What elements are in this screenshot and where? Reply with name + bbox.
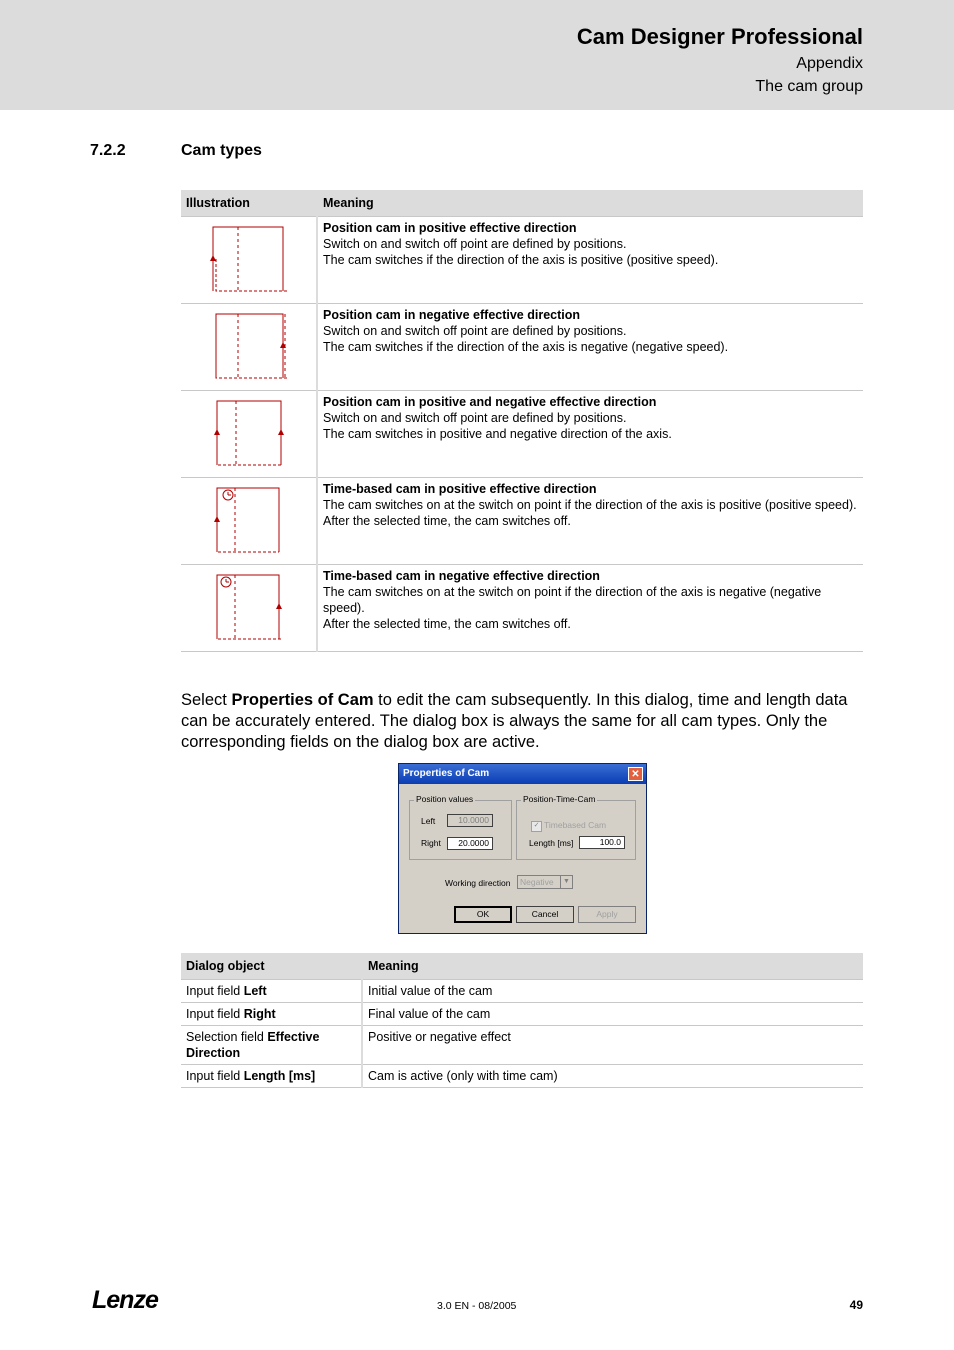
table-header-row [181,190,863,217]
document-version: 3.0 EN - 08/2005 [437,1300,517,1312]
left-label: Left [421,816,436,826]
meaning-cell: Final value of the cam [362,1003,863,1026]
lenze-logo: Lenze [92,1286,158,1314]
meaning-cell: Initial value of the cam [362,980,863,1003]
illustration-cell [181,304,317,391]
cam-type-description: Switch on and switch off point are defined by positions. [323,411,627,425]
working-direction-label: Working direction [445,878,511,888]
object-type: Input field [186,1069,244,1083]
meaning-cell [317,478,863,565]
meaning-cell: Positive or negative effect [362,1026,863,1065]
timebased-checkbox[interactable]: ✓ [531,821,542,832]
length-input[interactable]: 100.0 [579,836,625,849]
meaning-cell: Cam is active (only with time cam) [362,1065,863,1088]
table-row [181,217,863,304]
position-time-cam-group [516,794,636,860]
table-row [181,1026,863,1065]
cam-type-description: Switch on and switch off point are defined by positions. [323,237,627,251]
left-input[interactable]: 10.0000 [447,814,493,827]
table-row [181,565,863,652]
dialog-object-cell [181,1026,362,1065]
column-header-meaning: Meaning [317,190,863,217]
paragraph-text: to edit the cam subsequently. In this dialog, time and length data can be accurately entered. The dialog box is always the same for all cam types. Only the corresponding fields on the dialog box are active. [181,691,848,751]
dialog-object-cell [181,1065,362,1088]
table-row [181,391,863,478]
section-label: The cam group [755,78,863,95]
table-row [181,1065,863,1088]
section-number: 7.2.2 [90,142,126,159]
group-label: Position values [416,794,474,804]
paragraph-emphasis: Properties of Cam [231,691,374,709]
cam-type-description: Switch on and switch off point are defined by positions. [323,324,627,338]
working-direction-select[interactable] [517,875,573,889]
properties-dialog [398,763,647,934]
right-label: Right [421,838,441,848]
selected-direction: Negative [520,877,554,887]
cam-type-description: The cam switches on at the switch on point if the direction of the axis is negative (negative speed). [323,585,822,615]
object-name: Left [243,984,267,998]
cam-type-title: Position cam in positive and negative effective direction [323,395,657,409]
table-row [181,1003,863,1026]
cam-type-title: Time-based cam in negative effective direction [323,569,600,583]
meaning-cell [317,565,863,652]
time-positive-cam-icon [181,478,317,562]
dialog-title: Properties of Cam [403,768,490,779]
page-header [0,0,954,110]
object-type: Selection field [186,1030,268,1044]
cam-type-title: Time-based cam in positive effective direction [323,482,597,496]
timebased-label: Timebased Cam [544,820,607,830]
cam-types-table [181,190,863,652]
cancel-button[interactable]: Cancel [516,906,574,923]
column-header-illustration: Illustration [181,190,317,217]
chevron-down-icon: ▼ [560,876,572,888]
table-header-row [181,953,863,980]
document-title: Cam Designer Professional [576,24,863,49]
table-row [181,304,863,391]
dialog-object-cell [181,980,362,1003]
table-row [181,980,863,1003]
length-label: Length [ms] [529,838,574,848]
right-input[interactable]: 20.0000 [447,837,493,850]
body-paragraph [181,690,865,753]
object-type: Input field [186,984,244,998]
cam-type-description: After the selected time, the cam switches off. [323,617,571,631]
section-title: Cam types [181,142,262,159]
time-negative-cam-icon [181,565,317,649]
dialog-objects-table [181,953,863,1088]
dialog-titlebar[interactable] [399,764,646,784]
cam-type-title: Position cam in positive effective direction [323,221,577,235]
cam-type-description: The cam switches in positive and negative direction of the axis. [323,427,672,441]
object-name: Effective Direction [186,1030,320,1060]
meaning-cell [317,391,863,478]
cam-type-description: After the selected time, the cam switches off. [323,514,571,528]
object-name: Length [ms] [243,1069,316,1083]
cam-type-description: The cam switches on at the switch on point if the direction of the axis is positive (positive speed). [323,498,857,512]
dialog-object-cell [181,1003,362,1026]
apply-button[interactable]: Apply [578,906,636,923]
cam-type-description: The cam switches if the direction of the axis is negative (negative speed). [323,340,729,354]
close-icon[interactable]: ✕ [628,767,643,781]
page-number: 49 [849,1298,863,1312]
negative-cam-icon [181,304,317,388]
paragraph-text: Select [181,691,232,709]
illustration-cell [181,478,317,565]
meaning-cell [317,304,863,391]
illustration-cell [181,391,317,478]
cam-type-title: Position cam in negative effective direction [323,308,581,322]
column-header-dialog-object: Dialog object [181,953,362,980]
cam-type-description: The cam switches if the direction of the axis is positive (positive speed). [323,253,719,267]
object-type: Input field [186,1007,244,1021]
column-header-meaning: Meaning [362,953,863,980]
illustration-cell [181,217,317,304]
group-label: Position-Time-Cam [523,794,596,804]
table-row [181,478,863,565]
position-values-group [409,794,512,860]
illustration-cell [181,565,317,652]
meaning-cell [317,217,863,304]
bidirectional-cam-icon [181,391,317,475]
chapter-label: Appendix [796,55,863,72]
ok-button[interactable]: OK [454,906,512,923]
positive-cam-icon [181,217,317,301]
object-name: Right [243,1007,276,1021]
